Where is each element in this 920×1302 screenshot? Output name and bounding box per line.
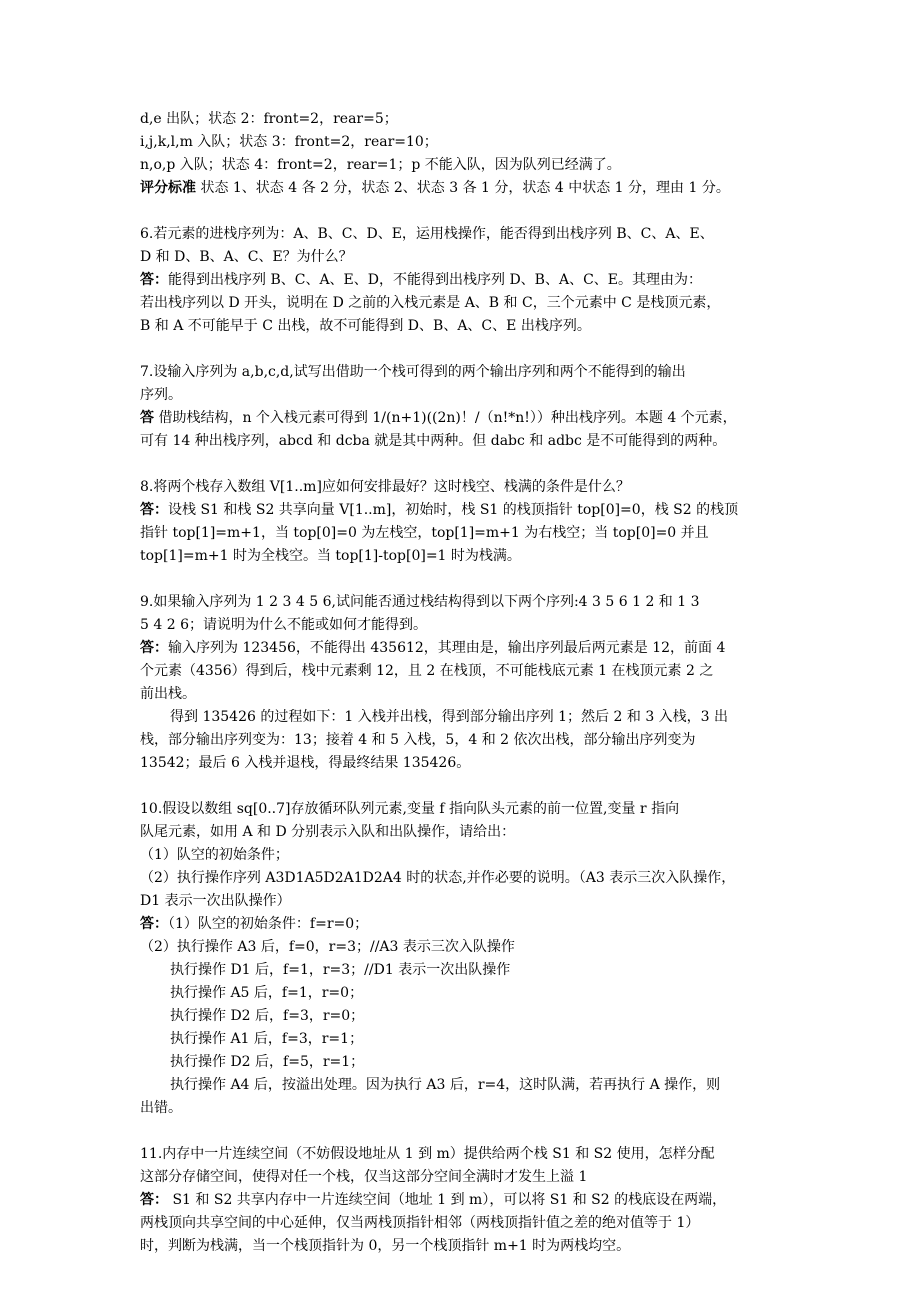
answer-label: 答 xyxy=(140,410,154,426)
answer-10-line xyxy=(140,913,800,936)
answer-10-line: 执行操作 D1 后，f=1，r=3；//D1 表示一次出队操作 xyxy=(170,962,511,978)
answer-10-line: 执行操作 A1 后，f=3，r=1； xyxy=(170,1031,364,1047)
answer-10-line: 出错。 xyxy=(140,1100,182,1116)
answer-8-line: 指针 top[1]=m+1，当 top[0]=0 为左栈空，top[1]=m+1 为右栈空；当 top[0]=0 并且 xyxy=(140,525,709,541)
question-10-line: D1 表示一次出队操作） xyxy=(140,893,291,909)
answer-11-line: 时，判断为栈满，当一个栈顶指针为 0，另一个栈顶指针 m+1 时为两栈均空。 xyxy=(140,1238,631,1254)
text-line: i,j,k,l,m 入队；状态 3：front=2，rear=10； xyxy=(140,134,438,150)
answer-text: S1 和 S2 共享内存中一片连续空间（地址 1 到 m），可以将 S1 和 S2 的栈底设在两端， xyxy=(168,1192,727,1208)
answer-text: 输入序列为 123456，不能得出 435612，其理由是，输出序列最后两元素是 12，前面 4 xyxy=(168,640,726,656)
spacer xyxy=(140,775,800,798)
score-line xyxy=(140,177,800,200)
text-line: n,o,p 入队；状态 4：front=2，rear=1；p 不能入队，因为队列已经满了。 xyxy=(140,157,621,173)
question-10-line: （1）队空的初始条件； xyxy=(140,847,289,863)
question-7-line: 7.设输入序列为 a,b,c,d,试写出借助一个栈可得到的两个输出序列和两个不能得到的输出 xyxy=(140,364,686,380)
answer-text: 能得到出栈序列 B、C、A、E、D，不能得到出栈序列 D、B、A、C、E。其理由为： xyxy=(168,272,703,288)
answer-label: 答： xyxy=(140,502,168,518)
answer-8-line xyxy=(140,499,800,522)
answer-label: 答： xyxy=(140,1192,168,1208)
answer-7-line xyxy=(140,407,800,430)
answer-9-line: 13542；最后 6 入栈并退栈，得最终结果 135426。 xyxy=(140,755,471,771)
answer-7-line: 可有 14 种出栈序列，abcd 和 dcba 就是其中两种。但 dabc 和 adbc 是不可能得到的两种。 xyxy=(140,433,727,449)
answer-text: 借助栈结构，n 个入栈元素可得到 1/(n+1)((2n)！/（n!*n!））种出栈序列。本题 4 个元素， xyxy=(154,410,737,426)
spacer xyxy=(140,453,800,476)
question-8-line: 8.将两个栈存入数组 V[1..m]应如何安排最好？这时栈空、栈满的条件是什么？ xyxy=(140,479,630,495)
answer-text: 设栈 S1 和栈 S2 共享向量 V[1..m]，初始时，栈 S1 的栈顶指针 top[0]=0，栈 S2 的栈顶 xyxy=(168,502,739,518)
question-10-line: 队尾元素，如用 A 和 D 分别表示入队和出队操作，请给出： xyxy=(140,824,516,840)
answer-label: 答： xyxy=(140,272,168,288)
document-body xyxy=(140,108,800,1258)
text-line: d,e 出队；状态 2：front=2，rear=5； xyxy=(140,111,398,127)
question-10-line: （2）执行操作序列 A3D1A5D2A1D2A4 时的状态,并作必要的说明。（A3 表示三次入队操作， xyxy=(140,870,736,886)
answer-6-line: B 和 A 不可能早于 C 出栈，故不可能得到 D、B、A、C、E 出栈序列。 xyxy=(140,318,591,334)
answer-text: （1）队空的初始条件：f=r=0； xyxy=(168,916,369,932)
question-9-line: 5 4 2 6；请说明为什么不能或如何才能得到。 xyxy=(140,617,427,633)
question-9-line: 9.如果输入序列为 1 2 3 4 5 6,试问能否通过栈结构得到以下两个序列:4 3 5 6 1 2 和 1 3 xyxy=(140,594,700,610)
answer-8-line: top[1]=m+1 时为全栈空。当 top[1]-top[0]=1 时为栈满。 xyxy=(140,548,521,564)
answer-11-line xyxy=(140,1189,800,1212)
question-10-line: 10.假设以数组 sq[0..7]存放循环队列元素,变量 f 指向队头元素的前一位置,变量 r 指向 xyxy=(140,801,680,817)
question-6-line: 6.若元素的进栈序列为：A、B、C、D、E，运用栈操作，能否得到出栈序列 B、C、A、E、 xyxy=(140,226,714,242)
score-text: 状态 1、状态 4 各 2 分，状态 2、状态 3 各 1 分，状态 4 中状态 1 分，理由 1 分。 xyxy=(196,180,730,196)
question-6-line: D 和 D、B、A、C、E？为什么？ xyxy=(140,249,353,265)
question-11-line: 这部分存储空间，使得对任一个栈，仅当这部分空间全满时才发生上溢 1 xyxy=(140,1169,588,1185)
answer-10-line: 执行操作 D2 后，f=5，r=1； xyxy=(170,1054,365,1070)
answer-9-line: 栈，部分输出序列变为：13；接着 4 和 5 入栈，5，4 和 2 依次出栈，部分输出序列变为 xyxy=(140,732,696,748)
answer-10-line: （2）执行操作 A3 后，f=0，r=3；//A3 表示三次入队操作 xyxy=(140,939,515,955)
answer-label: 答： xyxy=(140,916,168,932)
answer-10-line: 执行操作 A4 后，按溢出处理。因为执行 A3 后，r=4，这时队满，若再执行 A 操作，则 xyxy=(170,1077,721,1093)
answer-label: 答： xyxy=(140,640,168,656)
answer-9-line: 前出栈。 xyxy=(140,686,196,702)
answer-9-line: 个元素（4356）得到后，栈中元素剩 12，且 2 在栈顶，不可能栈底元素 1 在栈顶元素 2 之 xyxy=(140,663,714,679)
spacer xyxy=(140,200,800,223)
answer-9-line xyxy=(140,637,800,660)
spacer xyxy=(140,568,800,591)
answer-9-line: 得到 135426 的过程如下：1 入栈并出栈，得到部分输出序列 1；然后 2 和 3 入栈，3 出 xyxy=(170,709,729,725)
answer-6-line xyxy=(140,269,800,292)
spacer xyxy=(140,338,800,361)
answer-11-line: 两栈顶向共享空间的中心延伸，仅当两栈顶指针相邻（两栈顶指针值之差的绝对值等于 1） xyxy=(140,1215,700,1231)
answer-10-line: 执行操作 D2 后，f=3，r=0； xyxy=(170,1008,365,1024)
spacer xyxy=(140,1120,800,1143)
answer-10-line: 执行操作 A5 后，f=1，r=0； xyxy=(170,985,364,1001)
question-11-line: 11.内存中一片连续空间（不妨假设地址从 1 到 m）提供给两个栈 S1 和 S2 使用，怎样分配 xyxy=(140,1146,715,1162)
score-label: 评分标准 xyxy=(140,180,196,196)
question-7-line: 序列。 xyxy=(140,387,182,403)
answer-6-line: 若出栈序列以 D 开头，说明在 D 之前的入栈元素是 A、B 和 C，三个元素中 C 是栈顶元素， xyxy=(140,295,721,311)
